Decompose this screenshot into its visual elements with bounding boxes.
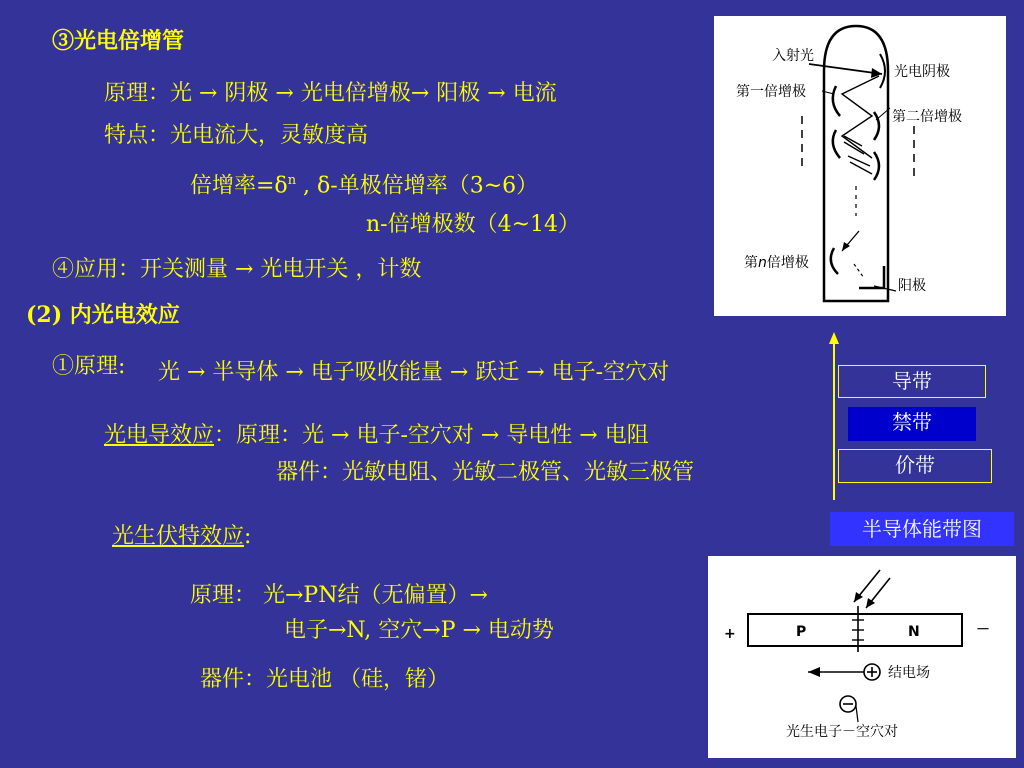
label-incident-light: 入射光 xyxy=(772,48,814,64)
photovoltaic-title-line xyxy=(112,524,251,550)
band-diagram-caption: 半导体能带图 xyxy=(830,512,1014,546)
p-region-label: P xyxy=(796,624,807,640)
photoconductive-colon: ： xyxy=(214,423,237,448)
pmt-heading: ③光电倍增管 xyxy=(52,28,185,54)
pmt-application: ④应用：开关测量 → 光电开关 ，计数 xyxy=(52,257,422,282)
internal-heading: (2) 内光电效应 xyxy=(26,302,180,328)
photoconductive-title: 光电导效应 xyxy=(104,423,215,448)
photovoltaic-colon: : xyxy=(244,524,252,549)
photoconductive-principle: 原理：光 → 电子-空穴对 → 导电性 → 电阻 xyxy=(236,423,649,448)
photoconductive-principle-line xyxy=(104,423,649,449)
conduction-band: 导带 xyxy=(838,365,986,398)
nth-dynode-n: n xyxy=(758,255,767,271)
pmt-n-definition: n-倍增极数（4~14） xyxy=(366,212,581,237)
internal-principle-label: ①原理: xyxy=(52,354,126,379)
photovoltaic-devices: 器件：光电池 （硅，锗） xyxy=(200,667,449,692)
nth-dynode-suffix: 倍增极 xyxy=(766,255,809,271)
pmt-principle: 原理：光 → 阴极 → 光电倍增极→ 阳极 → 电流 xyxy=(104,81,557,106)
photoconductive-devices: 器件：光敏电阻、光敏二极管、光敏三极管 xyxy=(276,460,695,485)
forbidden-band: 禁带 xyxy=(848,407,976,441)
nth-dynode-prefix: 第 xyxy=(744,255,758,271)
photovoltaic-principle-1: 原理： 光→PN结（无偏置）→ xyxy=(190,583,488,608)
gain-exponent: n xyxy=(287,173,297,188)
pair-label: 光生电子－空穴对 xyxy=(786,724,898,740)
pmt-gain-formula xyxy=(190,168,538,199)
internal-principle-text: 光 → 半导体 → 电子吸收能量 → 跃迁 → 电子-空穴对 xyxy=(158,360,670,385)
label-nth-dynode xyxy=(744,254,809,271)
minus-terminal: － xyxy=(976,622,990,638)
pn-junction-diagram xyxy=(708,556,1016,758)
photovoltaic-title: 光生伏特效应 xyxy=(112,524,245,549)
label-first-dynode: 第一倍增极 xyxy=(736,84,806,100)
pmt-diagram xyxy=(714,16,1006,316)
n-region-label: N xyxy=(908,624,920,640)
junction-field-label: 结电场 xyxy=(888,665,930,681)
label-anode: 阳极 xyxy=(898,278,926,294)
gain-suffix: , δ-单极倍增率（3~6） xyxy=(296,173,539,199)
label-second-dynode: 第二倍增极 xyxy=(892,109,962,125)
pmt-feature: 特点：光电流大，灵敏度高 xyxy=(104,123,369,148)
gain-prefix: 倍增率=δ xyxy=(190,173,288,199)
valence-band: 价带 xyxy=(838,449,992,483)
plus-terminal: + xyxy=(724,626,736,642)
photovoltaic-principle-2: 电子→N, 空穴→P → 电动势 xyxy=(284,618,554,643)
label-photocathode: 光电阴极 xyxy=(894,64,950,80)
